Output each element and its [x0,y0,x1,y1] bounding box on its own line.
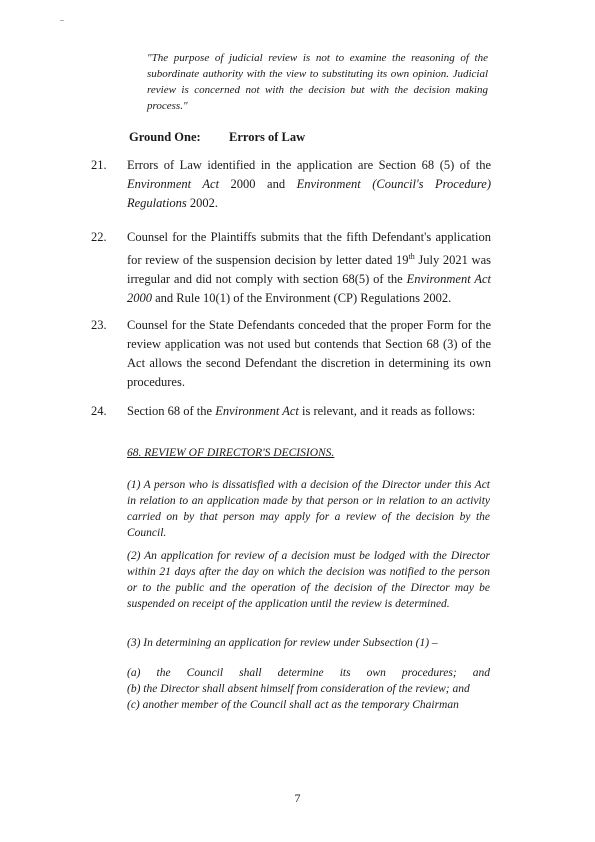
paragraph-24 [91,402,491,421]
statute-title: 68. REVIEW OF DIRECTOR'S DECISIONS. [127,447,335,459]
section-heading [129,130,305,145]
text-run: Counsel for the Plaintiffs submits that the fifth Defendant's application for review of the suspension decision by letter dated 19 [127,230,491,268]
paragraph-text [127,156,491,213]
italic-text: Environment Act [215,404,299,418]
paragraph-21 [91,156,491,213]
statute-item-b: (b) the Director shall absent himself from consideration of the review; and [127,683,470,695]
paragraph-text [127,402,491,421]
statute-items [127,665,490,713]
text-run: July 2021 was irregular and did not comply with section 68(5) of the [127,253,491,287]
block-quote: "The purpose of judicial review is not to examine the reasoning of the subordinate authority with the view to substituting its own opinion. Judicial review is concerned not with the decision but with the decision making process." [147,52,488,112]
paragraph-text [127,228,491,308]
paragraph-number: 23. [91,318,107,332]
paragraph-22 [91,228,491,308]
heading-title: Errors of Law [229,130,306,144]
italic-text: Environment (Council's Procedure) Regulations [127,177,491,210]
statute-subsection-3: (3) In determining an application for review under Subsection (1) – [127,637,438,649]
scan-mark [60,20,64,21]
text-run: and Rule 10(1) of the Environment (CP) Regulations 2002. [152,291,452,306]
text-run: Section 68 of the [127,404,216,418]
text-run: is relevant, and it reads as follows: [298,404,476,418]
statute-item-c: (c) another member of the Council shall act as the temporary Chairman [127,699,459,711]
paragraph-number: 21. [91,158,107,172]
paragraph-number: 22. [91,230,107,244]
italic-text: Environment Act 2000 [127,272,491,306]
italic-text: Environment Act [127,177,220,191]
page-number: 7 [294,791,301,805]
statute-item-a: (a) the Council shall determine its own procedures; and [127,667,490,679]
statute-subsection-1: (1) A person who is dissatisfied with a decision of the Director under this Act in relation to an application made by that person or in relation to an activity carried on by that person may apply for a review of the decision by the Council. [127,479,490,539]
superscript: th [408,252,415,261]
text-run: Errors of Law identified in the application are Section 68 (5) of the [127,158,491,172]
heading-label: Ground One: [129,130,201,144]
text-run: Counsel for the State Defendants conceded that the proper Form for the review application was not used but contends that Section 68 (3) of the Act allows the second Defendant the discretion in determining its own procedures. [127,318,491,389]
paragraph-text [127,316,491,392]
text-run: 2002. [186,196,218,210]
paragraph-23 [91,316,491,392]
text-run: 2000 and [219,177,297,191]
statute-subsection-2: (2) An application for review of a decision must be lodged with the Director within 21 days after the day on which the decision was notified to the person or to the public and the operation of the decision of the Director may be suspended on receipt of the application until the review is determined. [127,550,490,610]
paragraph-number: 24. [91,404,107,418]
